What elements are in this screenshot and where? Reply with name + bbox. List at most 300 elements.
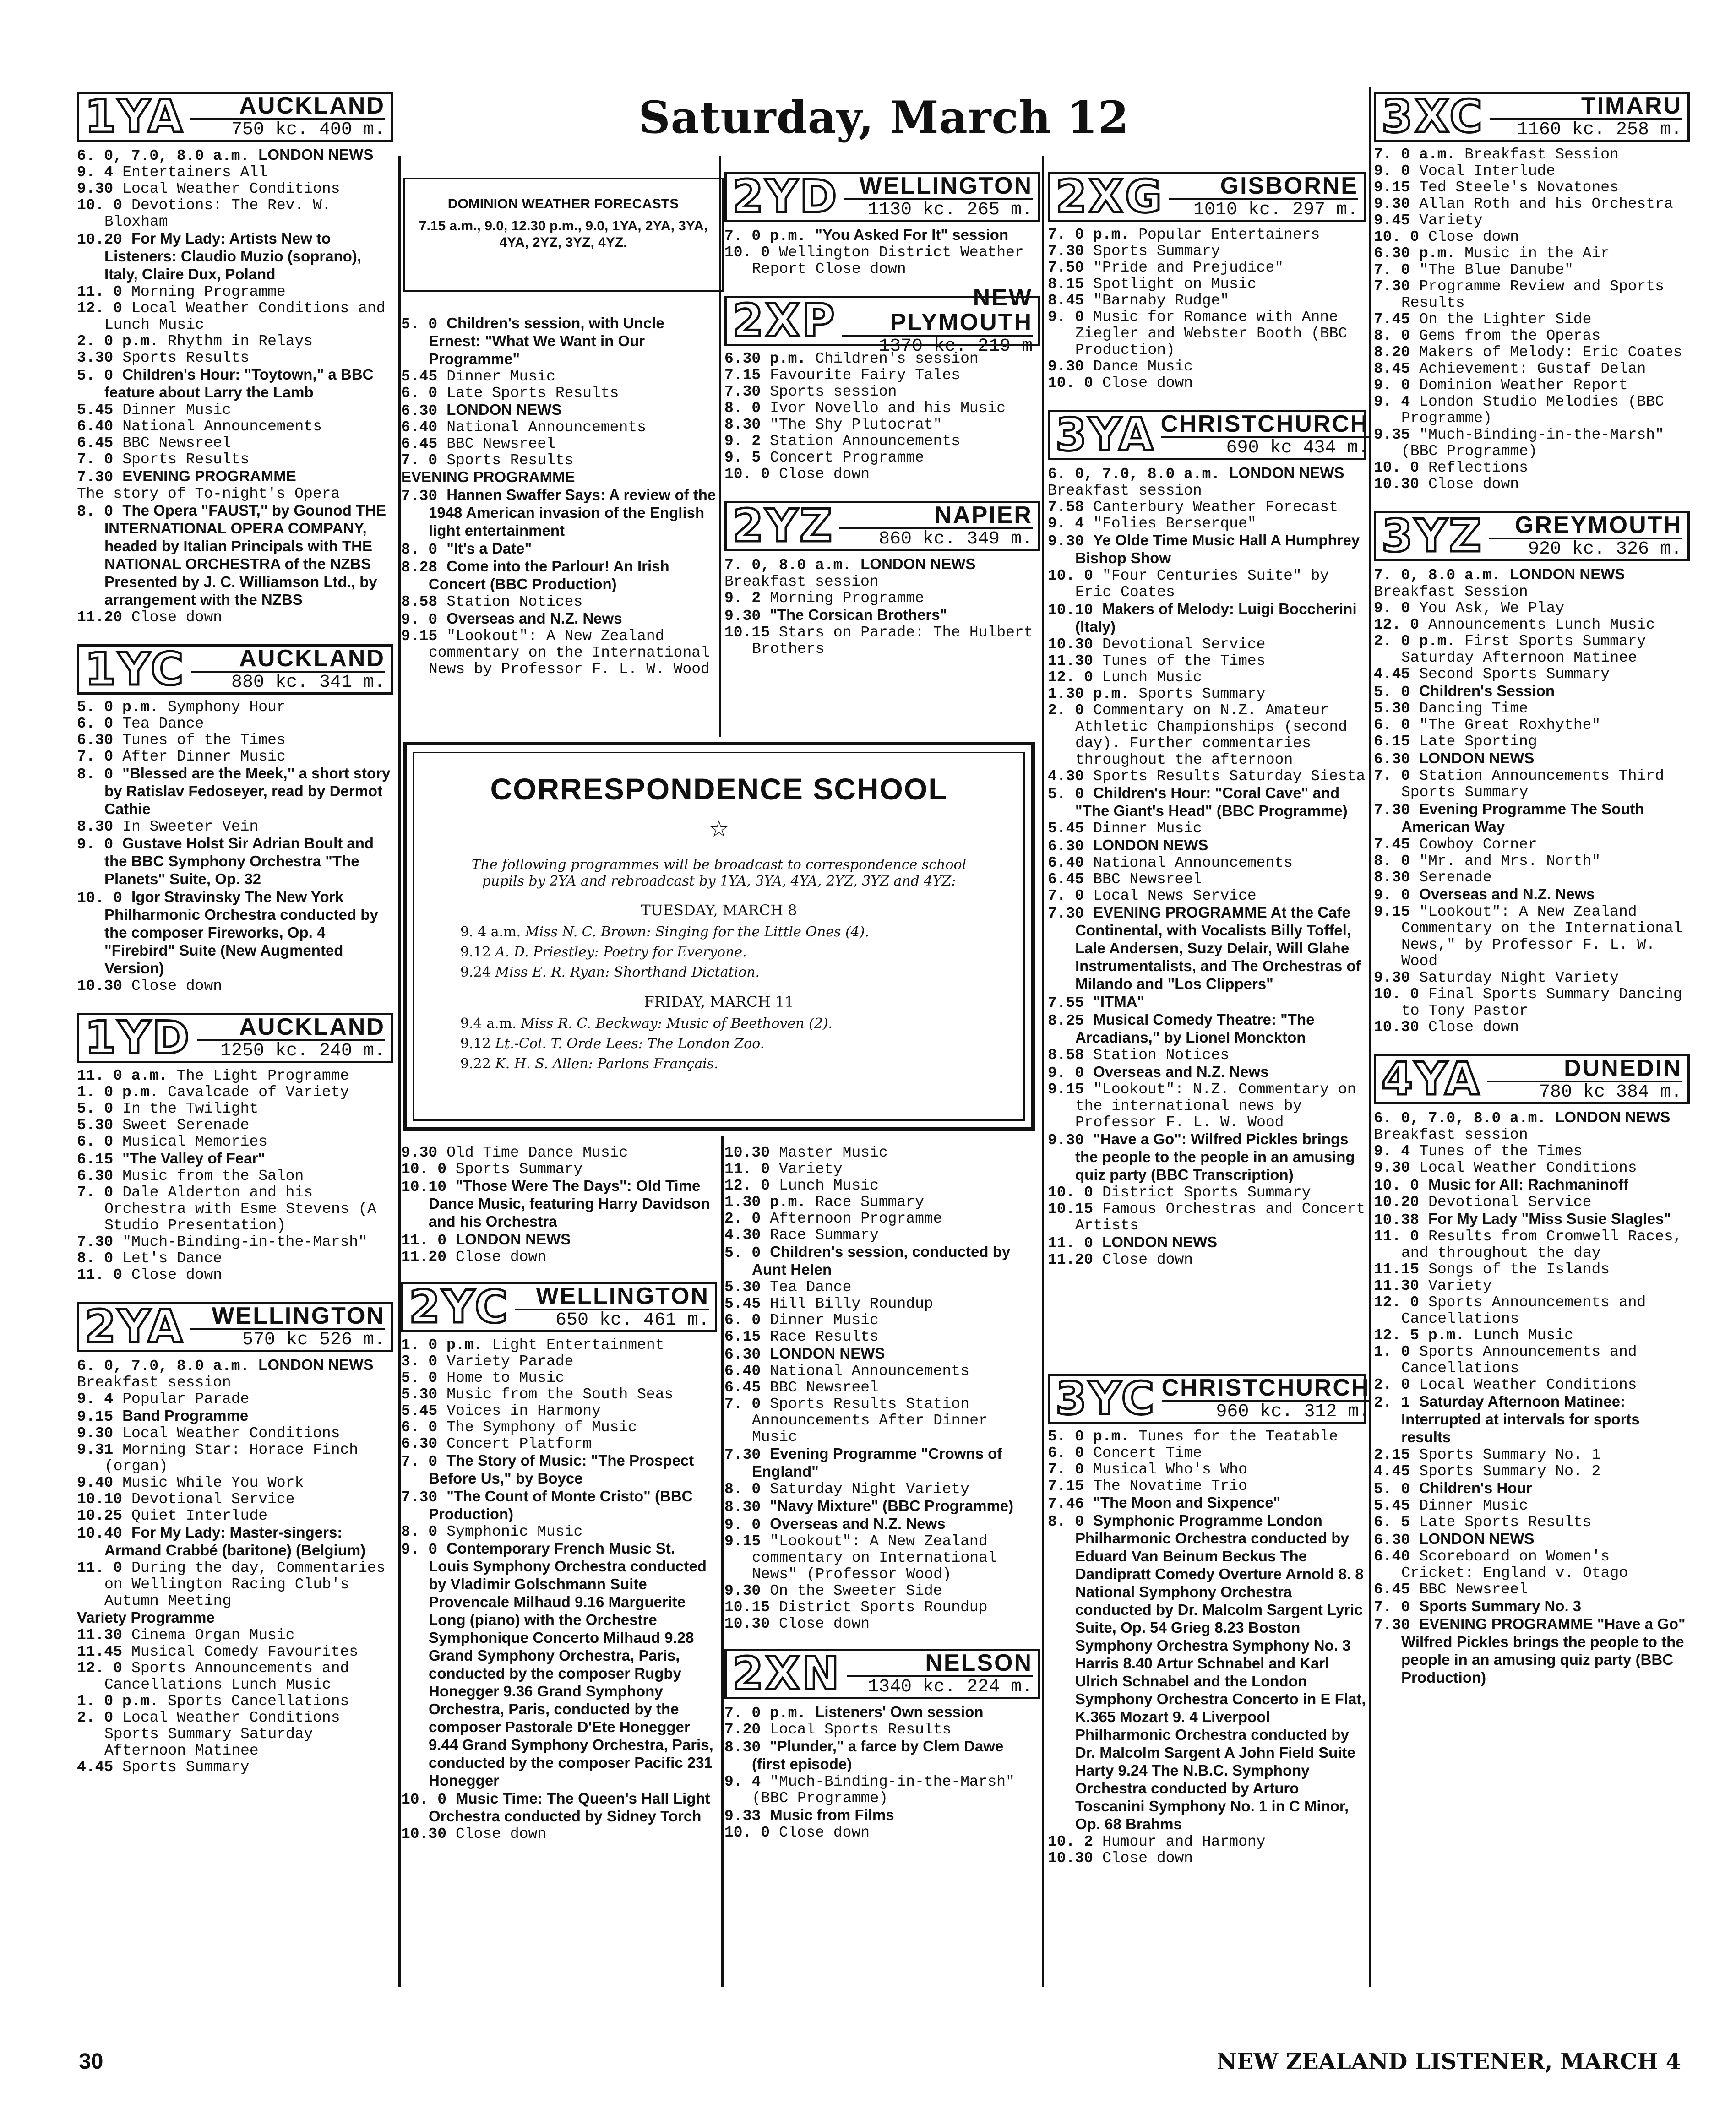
programme-time: 6.45 [77, 435, 114, 451]
programme-entry [1048, 855, 1366, 871]
station-city: CHRISTCHURCH [1160, 411, 1369, 437]
programme-entry [1374, 1344, 1690, 1377]
programme-time: 1. 0 p.m. [401, 1337, 483, 1353]
station-info [515, 1284, 715, 1330]
programme-entry [724, 1616, 1040, 1632]
station-info [842, 284, 1038, 357]
programme-time: 10.30 [1374, 476, 1420, 493]
programme-title: Music for Romance with Anne Ziegler and Webster Booth (BBC Production) [1075, 309, 1348, 359]
programme-title: Vocal Interlude [1419, 163, 1556, 179]
station-frequency: 1370 kc. 219 m [842, 335, 1033, 357]
programme-entry [1048, 375, 1366, 391]
programme-entry [1374, 377, 1690, 394]
station-info [839, 503, 1038, 549]
programme-title: "The Moon and Sixpence" [1093, 1494, 1281, 1511]
programme-title: Station Notices [446, 593, 583, 610]
station-info [1487, 1056, 1687, 1102]
programme-entry [724, 400, 1040, 417]
programme-time: 5. 0 [77, 1100, 114, 1117]
programme-title: Symphony Hour [168, 699, 286, 716]
programme-entry [77, 1524, 393, 1560]
programme-title: Local Sports Results [770, 1721, 952, 1738]
programme-title: Commentary on N.Z. Amateur Athletic Championships (second day). Further commentaries throughout the afternoon [1075, 702, 1348, 768]
programme-time: 5.30 [77, 1117, 114, 1134]
programme-entry [77, 609, 393, 626]
programme-entry [77, 1475, 393, 1491]
programme-title: Master Music [779, 1144, 888, 1161]
programme-time: 6.30 p.m. [724, 350, 806, 367]
column-divider [1369, 87, 1371, 1987]
programme-title: Contemporary French Music St. Louis Symphony Orchestra conducted by Vladimir Golschmann Suite Provencale Milhaud 9.16 Marguerite Long (piano) with the Orchestre Symphonique Concerto Milhaud 9.28 Grand Symphony Orchestra, Paris, conducted by the composer Rugby Honegger 9.36 Grand Symphony Orchestra, Paris, conducted by the composer Pastorale D'Ete Honegger 9.44 Grand Symphony Orchestra, Paris, conducted by the composer Pacific 231 Honegger [429, 1540, 713, 1789]
programme-time: 7. 0 [1374, 261, 1410, 278]
programme-entry [401, 385, 717, 402]
programme-title: The Symphony of Music [446, 1419, 637, 1436]
programme-entry [401, 1436, 717, 1452]
programme-title: Tunes for the Teatable [1138, 1428, 1338, 1445]
programme-entry [1374, 196, 1690, 212]
programme-title: Close down [456, 1826, 547, 1842]
programme-time: 8. 0 [1374, 853, 1410, 869]
programme-entry [1374, 1278, 1690, 1294]
programme-time: 8.30 [724, 1499, 761, 1516]
programme-title: Variety [1419, 212, 1483, 229]
programme-time: 7.30 [724, 1446, 761, 1463]
programme-time: 12. 0 [1048, 669, 1094, 686]
programme-title: The Light Programme [177, 1067, 349, 1084]
programme-title: "Folies Berserque" [1093, 515, 1257, 532]
correspondence-item [460, 1015, 1023, 1032]
programme-title: In Sweeter Vein [122, 818, 259, 835]
station-city: GISBORNE [1220, 173, 1358, 199]
station-city: CHRISTCHURCH [1161, 1375, 1370, 1401]
programme-entry [724, 1211, 1040, 1227]
programme-entry [724, 1481, 1040, 1498]
programme-time: 6. 0, 7.0, 8.0 a.m. [77, 147, 250, 164]
programme-title: LONDON NEWS [446, 401, 562, 418]
programme-time: 9. 0 [77, 836, 114, 853]
programme-entry [724, 1583, 1040, 1599]
programme-entry [77, 486, 393, 502]
programme-time: 10. 2 [1048, 1833, 1094, 1850]
programme-entry [1048, 1064, 1366, 1081]
programme-title: Close down [131, 1266, 223, 1283]
programme-entry [1374, 1498, 1690, 1514]
programme-title: Popular Entertainers [1138, 226, 1320, 243]
programme-time: 9.15 [401, 628, 438, 645]
programme-time: 10.38 [1374, 1212, 1420, 1228]
programme-time: 10.10 [77, 1491, 123, 1508]
programme-entry [1374, 328, 1690, 344]
correspondence-item [460, 964, 1023, 981]
programme-entry [1048, 1834, 1366, 1850]
programme-time: 7. 0, 8.0 a.m. [724, 557, 852, 574]
programme-time: 4.45 [1374, 666, 1410, 683]
programme-time: 4.30 [1048, 768, 1084, 785]
programme-time: 11. 0 [1374, 1228, 1420, 1245]
programme-title: LONDON NEWS [258, 146, 374, 163]
programme-title: "Mr. and Mrs. North" [1419, 853, 1601, 869]
station-city: WELLINGTON [212, 1303, 385, 1329]
programme-time: 9. 0 [1048, 1065, 1084, 1081]
page-title: Saturday, March 12 [638, 92, 1129, 143]
programme-time: 6.15 [724, 1328, 761, 1345]
programme-title: Close down [1428, 228, 1519, 245]
programme-title: Close down [779, 1615, 870, 1632]
programme-entry [1374, 394, 1690, 427]
programme-title: Programme Review and Sports Results [1401, 278, 1664, 311]
programme-entry [1048, 653, 1366, 669]
programme-time: 10. 0 [724, 1824, 770, 1841]
programme-time: 7.30 [1048, 905, 1084, 922]
programme-time: 6. 0, 7.0, 8.0 a.m. [1374, 1110, 1546, 1127]
programme-title: Close down [131, 609, 223, 626]
column-1 [77, 92, 393, 1776]
programme-time: 7. 0 [401, 1453, 438, 1470]
programme-time: 7.30 [724, 383, 761, 400]
programme-title: Igor Stravinsky The New York Philharmonic Orchestra conducted by the composer Fireworks, Op. 4 "Firebird" Suite (New Augmented Version) [104, 888, 378, 977]
station-frequency: 650 kc. 461 m. [515, 1309, 709, 1331]
programme-time: 7. 0 [1048, 887, 1084, 904]
programme-time: 6. 0 [401, 385, 438, 402]
programme-title: First Sports Summary Saturday Afternoon Matinee [1401, 633, 1646, 666]
programme-title: Famous Orchestras and Concert Artists [1075, 1201, 1366, 1234]
programme-time: 5. 0 p.m. [1048, 1428, 1130, 1445]
programme-entry [1048, 293, 1366, 309]
programme-time: 9.15 [1374, 903, 1410, 920]
programme-title: Overseas and N.Z. News [1093, 1063, 1269, 1080]
programme-title: "ITMA" [1093, 993, 1145, 1010]
programme-title: Evening Programme "Crowns of England" [752, 1445, 1002, 1480]
programme-title: Sports Results [122, 451, 250, 468]
programme-entry [724, 574, 1040, 590]
programme-time: 10. 0 [724, 244, 770, 261]
programme-time: 6.30 [401, 402, 438, 419]
programme-time: 9.30 [724, 608, 761, 625]
programme-time: 5.30 [401, 1386, 438, 1403]
programme-time: 8. 0 [724, 1481, 761, 1498]
programme-entry [401, 1419, 717, 1436]
programme-entry [77, 1117, 393, 1134]
programme-entry [724, 1807, 1040, 1825]
programme-time: 8. 0 [401, 541, 438, 558]
programme-time: 6.30 [1374, 751, 1410, 768]
programme-title: Close down [1428, 476, 1519, 493]
programme-time: 9. 0 [1374, 163, 1410, 179]
column-5 [1374, 92, 1690, 1687]
programme-time: 6.45 [1048, 871, 1084, 888]
programme-time: 6. 0, 7.0, 8.0 a.m. [77, 1358, 250, 1375]
station-info [1161, 412, 1375, 458]
programme-time: 11.30 [1374, 1277, 1420, 1294]
programme-time: 6.30 p.m. [1374, 245, 1456, 262]
programme-title: "Blessed are the Meek," a short story by Ratislav Fedoseyer, read by Dermot Cathie [104, 765, 391, 817]
programme-entry [1374, 886, 1690, 904]
programme-title: Scoreboard on Women's Cricket: England v. Otago [1401, 1548, 1628, 1581]
programme-entry [724, 450, 1040, 466]
correspondence-lesson: A. D. Priestley: Poetry for Everyone. [495, 944, 747, 960]
programme-time: 9. 4 [1374, 1143, 1410, 1160]
programme-time: 9.40 [77, 1474, 114, 1491]
programme-entry [1048, 1478, 1366, 1494]
programme-title: Station Announcements [770, 433, 961, 450]
programme-title: Sports Announcements and Cancellations Lunch Music [104, 1660, 349, 1693]
programme-time: 7.30 [77, 469, 114, 486]
programme-title: Dinner Music [122, 402, 231, 418]
programme-time: 10.30 [1048, 636, 1094, 653]
programme-title: "Pride and Prejudice" [1093, 259, 1284, 276]
programme-entry [1048, 994, 1366, 1011]
programme-entry [401, 1249, 717, 1266]
programme-time: 10. 0 [1374, 1177, 1420, 1194]
programme-title: Breakfast session [77, 1374, 231, 1391]
correspondence-day: FRIDAY, MARCH 11 [644, 993, 794, 1011]
programme-title: Lunch Music [1102, 669, 1202, 686]
station-header [1048, 172, 1366, 222]
programme-title: Symphonic Programme London Philharmonic Orchestra conducted by Eduard Van Beinum Beckus The Dandipratt Comedy Overture Arnold 8. 8 National Symphony Orchestra conducted by Dr. Malcolm Sargent Lyric Suite, Op. 54 Grieg 8.23 Boston Symphony Orchestra Symphony No. 3 Harris 8.40 Artur Schnabel and Karl Ulrich Schnabel and the London Symphony Orchestra Concerto in E Flat, K.365 Mozart 9. 4 Liverpool Philharmonic Orchestra conducted by Dr. Malcolm Sargent A John Field Suite Harty 9.24 The N.B.C. Symphony Orchestra conducted by Arturo Toscanini Symphony No. 1 in C Minor, Op. 68 Brahms [1075, 1512, 1366, 1832]
programme-time: 2. 0 [77, 1709, 114, 1726]
programme-time: 8. 0 [77, 1250, 114, 1267]
correspondence-time: 9.22 [460, 1056, 495, 1072]
correspondence-time: 9. 4 a.m. [460, 924, 525, 940]
station-city: AUCKLAND [239, 92, 385, 119]
programme-title: "Much-Binding-in-the-Marsh" [122, 1234, 367, 1250]
programme-entry [1374, 1480, 1690, 1498]
programme-entry [724, 466, 1040, 483]
station-frequency: 960 kc. 312 m. [1162, 1400, 1370, 1422]
programme-title: Close down [456, 1249, 547, 1266]
programme-time: 7.20 [724, 1721, 761, 1738]
programme-entry [1048, 532, 1366, 568]
programme-time: 5.45 [724, 1295, 761, 1312]
programme-time: 6.30 [77, 732, 114, 749]
programme-title: Variety Programme [77, 1609, 215, 1626]
programme-time: 8. 0 [77, 766, 114, 783]
programme-time: 5.30 [724, 1279, 761, 1296]
programme-title: Sports Results [122, 349, 250, 366]
correspondence-item [460, 1055, 1023, 1073]
programme-entry [1048, 1185, 1366, 1201]
programme-time: 2. 0 p.m. [77, 333, 159, 350]
programme-entry [1048, 1047, 1366, 1064]
programme-time: 7.30 [401, 1489, 438, 1506]
programme-time: 8.58 [401, 593, 438, 610]
programme-title: Children's Hour: "Toytown," a BBC feature about Larry the Lamb [104, 366, 374, 401]
programme-time: 6.40 [1048, 854, 1084, 871]
programme-entry [1048, 516, 1366, 532]
programme-time: 9. 2 [724, 590, 761, 607]
programme-title: "The Count of Monte Cristo" (BBC Production) [429, 1488, 693, 1522]
programme-entry [1048, 568, 1366, 601]
programme-entry [724, 607, 1040, 625]
programme-entry [1374, 1447, 1690, 1463]
programme-title: Music from the South Seas [446, 1386, 674, 1403]
station-city: DUNEDIN [1564, 1055, 1682, 1081]
programme-time: 5. 0 p.m. [77, 699, 159, 716]
station-frequency: 880 kc. 341 m. [191, 671, 385, 693]
programme-title: BBC Newsreel [1093, 871, 1202, 888]
programme-entry [77, 164, 393, 181]
programme-entry [77, 1168, 393, 1185]
programme-title: Music While You Work [122, 1474, 304, 1491]
programme-title: Sports Announcements and Cancellations [1401, 1343, 1637, 1377]
programme-title: Dinner Music [1419, 1497, 1528, 1514]
station-city: GREYMOUTH [1515, 512, 1682, 538]
programme-entry [724, 1774, 1040, 1807]
programme-time: 7.30 [1374, 802, 1410, 819]
programme-entry [77, 1609, 393, 1627]
station-city: NAPIER [934, 502, 1033, 528]
programme-entry [1048, 1494, 1366, 1512]
programme-title: Serenade [1419, 869, 1492, 886]
correspondence-time: 9.24 [460, 964, 495, 980]
programme-entry [1048, 1429, 1366, 1445]
correspondence-lesson: Miss R. C. Beckway: Music of Beethoven (2). [521, 1016, 833, 1032]
station-city: AUCKLAND [239, 1014, 385, 1040]
programme-entry [724, 1194, 1040, 1211]
programme-time: 6.30 [401, 1435, 438, 1452]
programme-entry [77, 1660, 393, 1693]
programme-entry [724, 1738, 1040, 1774]
programme-time: 8.30 [724, 1739, 761, 1756]
programme-time: 5. 0 [1048, 786, 1084, 803]
programme-title: Morning Programme [131, 283, 286, 300]
station-call-sign: 2YD [732, 171, 839, 223]
programme-title: Saturday Afternoon Matinee: Interrupted at intervals for sports results [1401, 1393, 1640, 1445]
star-icon: ☆ [709, 811, 729, 847]
programme-time: 9.35 [1374, 426, 1410, 443]
programme-title: Concert Platform [446, 1435, 592, 1452]
programme-title: Dinner Music [770, 1312, 879, 1329]
programme-title: Voices in Harmony [446, 1402, 601, 1419]
column-divider [398, 156, 401, 1987]
programme-entry [1374, 229, 1690, 245]
programme-entry [401, 1161, 717, 1178]
programme-title: Hannen Swaffer Says: A review of the 1948 American invasion of the English light entertainment [429, 486, 716, 539]
programme-entry [1048, 1131, 1366, 1185]
programme-title: Come into the Parlour! An Irish Concert (BBC Production) [429, 558, 669, 592]
station-call-sign: 2XP [732, 295, 837, 347]
programme-entry [77, 1250, 393, 1267]
programme-title: Music from Films [770, 1806, 894, 1823]
programme-time: 7.45 [1374, 311, 1410, 328]
programme-time: 10.10 [401, 1179, 447, 1196]
programme-title: Sports Announcements and Cancellations [1401, 1294, 1646, 1327]
programme-title: Cinema Organ Music [131, 1627, 295, 1644]
programme-title: Music from the Salon [122, 1168, 304, 1185]
programme-entry [1374, 837, 1690, 853]
column-2 [401, 315, 717, 678]
programme-entry [1374, 904, 1690, 970]
programme-title: Lunch Music [1474, 1327, 1573, 1344]
programme-time: 9. 4 [1048, 515, 1084, 532]
programme-time: 10.30 [724, 1615, 770, 1632]
programme-title: Devotional Service [131, 1491, 295, 1508]
programme-time: 10. 0 [1374, 228, 1420, 245]
programme-time: 6. 0 [724, 1312, 761, 1329]
programme-time: 10.30 [77, 978, 123, 994]
station-header [1048, 409, 1369, 461]
programme-entry [77, 181, 393, 197]
programme-time: 11. 0 a.m. [77, 1067, 168, 1084]
programme-time: 5.45 [77, 402, 114, 418]
programme-entry [77, 1134, 393, 1150]
programme-time: 11. 0 [1048, 1235, 1094, 1252]
correspondence-item [460, 1035, 1023, 1053]
correspondence-time: 9.4 a.m. [460, 1016, 521, 1032]
programme-entry [1048, 359, 1366, 375]
programme-entry [1048, 260, 1366, 276]
programme-entry [1048, 785, 1366, 821]
programme-entry [724, 227, 1040, 245]
programme-title: Dale Alderton and his Orchestra with Esme Stevens (A Studio Presentation) [104, 1184, 377, 1234]
station-call-sign: 3YZ [1382, 510, 1484, 562]
programme-entry [1374, 970, 1690, 986]
correspondence-time: 9.12 [460, 1036, 495, 1052]
programme-time: 10.10 [1048, 602, 1094, 619]
programme-time: 9.33 [724, 1808, 761, 1825]
programme-entry [401, 1231, 717, 1249]
programme-title: Sports session [770, 383, 897, 400]
programme-entry [1374, 1194, 1690, 1211]
programme-title: Ye Olde Time Music Hall A Humphrey Bishop Show [1075, 532, 1360, 566]
programme-time: 1.30 p.m. [1048, 685, 1130, 702]
programme-entry [1374, 1598, 1690, 1616]
station-city: WELLINGTON [536, 1283, 709, 1310]
programme-time: 7. 0, 8.0 a.m. [1374, 567, 1501, 584]
programme-title: Local Weather Conditions [1419, 1159, 1637, 1176]
programme-time: 5. 0 [1374, 1481, 1410, 1498]
programme-entry [1374, 701, 1690, 717]
programme-time: 9.15 [1374, 179, 1410, 196]
programme-entry [724, 1178, 1040, 1194]
station-frequency: 860 kc. 349 m. [839, 527, 1033, 549]
correspondence-title: CORRESPONDENCE SCHOOL [490, 772, 948, 806]
programme-entry [77, 1627, 393, 1644]
programme-entry [724, 1396, 1040, 1445]
programme-entry [1048, 1512, 1366, 1834]
programme-entry [724, 1279, 1040, 1296]
station-frequency: 1010 kc. 297 m. [1169, 198, 1358, 220]
programme-title: Tea Dance [770, 1279, 852, 1296]
programme-time: 12. 0 [1374, 616, 1420, 633]
station-header [77, 1013, 393, 1063]
station-call-sign: 3YA [1056, 409, 1155, 461]
programme-time: 10.25 [77, 1507, 123, 1524]
programme-time: 4.45 [77, 1759, 114, 1776]
programme-title: Morning Star: Horace Finch (organ) [104, 1441, 359, 1475]
programme-entry [77, 147, 393, 164]
programme-time: 11. 0 [401, 1232, 447, 1249]
programme-title: Local Weather Conditions Sports Summary Saturday Afternoon Matinee [104, 1709, 340, 1759]
programme-entry [1374, 245, 1690, 262]
programme-entry [77, 1508, 393, 1524]
programme-title: London Studio Melodies (BBC Programme) [1401, 393, 1664, 427]
programme-entry [77, 451, 393, 468]
correspondence-day: TUESDAY, MARCH 8 [641, 902, 797, 919]
programme-entry [724, 384, 1040, 400]
programme-time: 7. 0 [77, 748, 114, 765]
programme-entry [401, 1488, 717, 1524]
programme-time: 7. 0 p.m. [724, 228, 806, 245]
programme-time: 7. 0 p.m. [1048, 226, 1130, 243]
programme-title: National Announcements [1093, 854, 1293, 871]
programme-title: EVENING PROGRAMME At the Cafe Continental, with Vocalists Billy Toffel, Lale Andersen, Suzy Delair, Will Glahe Instrumentalists, and The Orchestras of Milando and "Los Clippers" [1075, 904, 1361, 992]
programme-entry [1374, 427, 1690, 460]
programme-entry [401, 558, 717, 594]
programme-entry [401, 452, 717, 469]
programme-entry [1048, 686, 1366, 702]
programme-entry [401, 1403, 717, 1419]
